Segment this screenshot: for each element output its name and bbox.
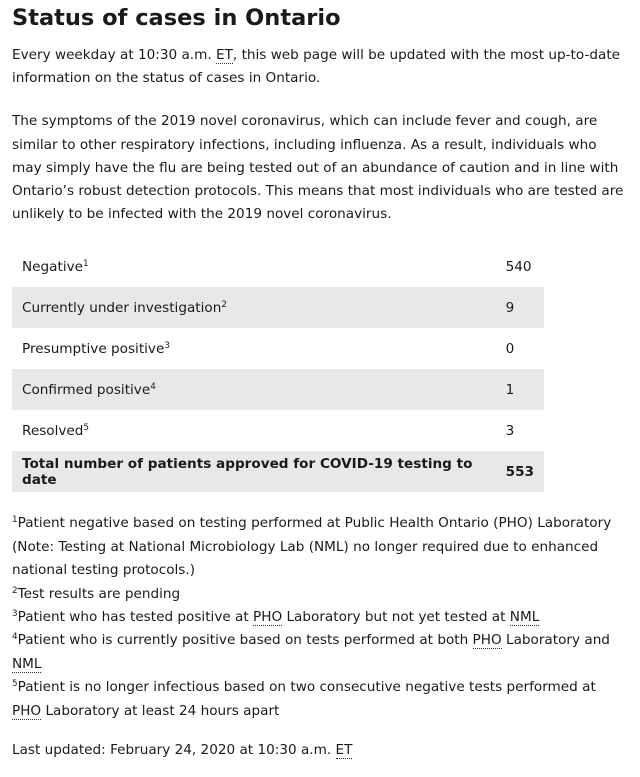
footnote-ref: 5 [83,422,90,433]
pho-abbreviation: PHO [12,702,42,719]
footnote-text: Laboratory at least 24 hours apart [41,702,280,719]
footnotes [12,512,628,723]
footnote-text: Laboratory and [501,632,610,649]
table-row-negative [12,246,544,287]
intro-text-end: , this web page will be updated with the most up-to-date information on the status of cases in Ontario. [12,47,621,87]
table-row-presumptive-positive [12,328,544,369]
last-updated-text: Last updated: February 24, 2020 at 10:30 a.m. [12,742,336,759]
et-abbreviation: ET [335,742,353,759]
page-title: Status of cases in Ontario [12,5,341,31]
footnote-ref: 1 [83,258,89,269]
row-label-text: Resolved [22,422,84,439]
footnote-text: Test results are pending [17,585,181,602]
footnote-number: 1 [12,515,18,526]
footnote-text: Patient who is currently positive based on tests performed at both [17,632,473,649]
symptoms-paragraph: The symptoms of the 2019 novel coronavirus, which can include fever and cough, are similar to other respiratory infections, including influenza. As a result, individuals who may simply have the flu are being tested out of an abundance of caution and in line with Ontario’s robust detection protocols. This means that most individuals who are tested are unlikely to be infected with the 2019 novel coronavirus. [12,113,624,223]
footnote-4 [12,629,628,676]
footnote-ref: 3 [164,340,170,351]
footnote-number: 2 [12,585,18,596]
row-label [12,246,506,287]
footnote-text: Patient who has tested positive at [17,609,254,626]
table-row-under-investigation [12,287,544,328]
row-label [12,328,506,369]
footnote-number: 3 [12,609,18,620]
footnote-5 [12,676,628,723]
table-row-confirmed-positive [12,369,544,410]
et-abbreviation: ET [216,47,233,63]
row-value: 0 [505,340,515,357]
row-label-text: Negative [22,258,84,275]
row-value: 3 [505,422,515,439]
row-value: 1 [506,369,544,410]
footnote-number: 5 [12,679,18,690]
table-row-total [12,451,544,492]
row-label-text: Presumptive positive [22,340,165,357]
nml-abbreviation: NML [509,609,540,626]
intro-text-start: Every weekday at 10:30 a.m. [12,47,217,63]
table-row-resolved [12,410,544,451]
footnote-1 [12,512,628,582]
row-label [12,287,506,328]
row-value: 9 [506,287,544,328]
total-label: Total number of patients approved for COVID-19 testing to date [12,451,506,492]
footnote-ref: 2 [221,299,227,310]
footnote-text: Patient negative based on testing performed at Public Health Ontario (PHO) Laboratory (Note: Testing at National Microbiology Lab (NML) no longer required due to enhanced national testing protocols.) [12,515,612,579]
row-label [12,369,506,410]
intro-paragraph [12,44,628,90]
footnote-ref: 4 [150,381,156,392]
nml-abbreviation: NML [12,655,42,672]
row-label [12,410,506,451]
case-status-table [12,246,544,492]
footnote-3 [12,606,628,629]
footnote-2 [12,583,628,606]
footnote-text: Laboratory but not yet tested at [282,609,510,626]
pho-abbreviation: PHO [253,609,283,626]
footnote-text: Patient is no longer infectious based on two consecutive negative tests performed at [17,679,596,696]
last-updated [12,739,628,762]
pho-abbreviation: PHO [472,632,502,649]
footnote-number: 4 [12,632,18,643]
row-label-text: Confirmed positive [22,381,151,398]
row-value: 540 [505,258,532,275]
row-label-text: Currently under investigation [22,299,222,316]
total-value: 553 [506,451,544,492]
